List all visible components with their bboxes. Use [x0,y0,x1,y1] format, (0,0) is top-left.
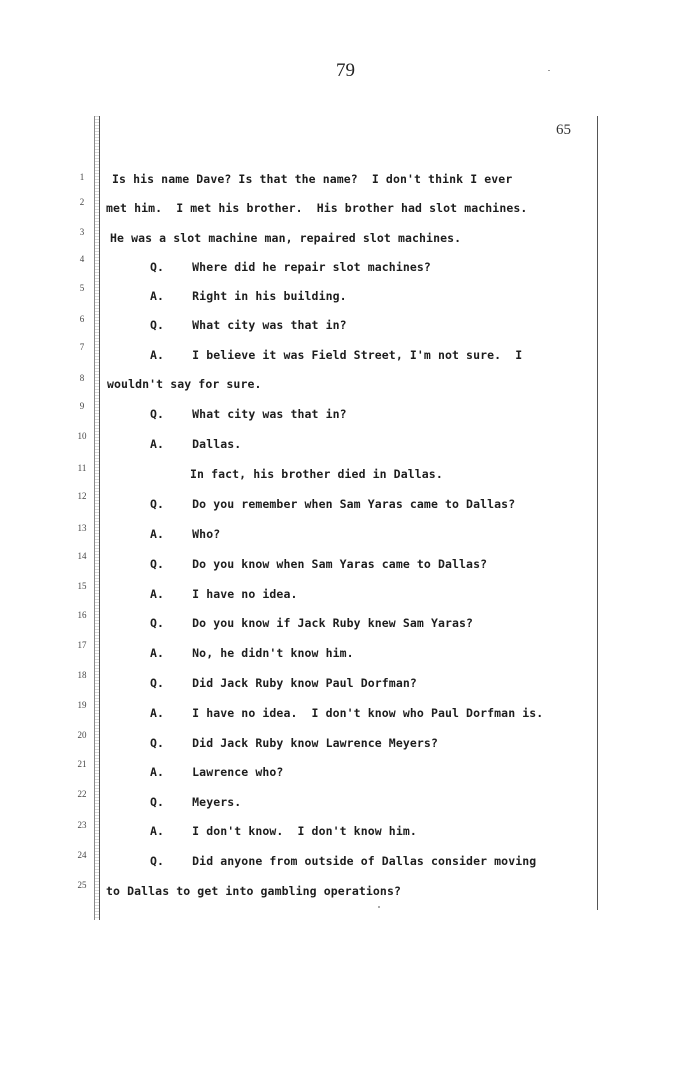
line-number: 19 [77,700,87,710]
transcript-line: A. I don't know. I don't know him. [150,824,417,838]
transcript-line: A. Right in his building. [150,289,347,303]
transcript-line: Is his name Dave? Is that the name? I don't think I ever [112,172,513,186]
line-number: 1 [79,172,85,182]
line-number: 9 [79,401,85,411]
line-number: 6 [79,314,85,324]
line-number: 17 [77,640,87,650]
line-number: 4 [79,254,85,264]
transcript-line: Q. Did Jack Ruby know Lawrence Meyers? [150,736,438,750]
transcript-line: A. No, he didn't know him. [150,646,354,660]
line-number: 10 [77,431,87,441]
transcript-line: A. I believe it was Field Street, I'm not sure. I [150,348,523,362]
line-number: 13 [77,523,87,533]
transcript-line: A. Dallas. [150,437,242,451]
line-number: 12 [77,491,87,501]
line-number: 18 [77,670,87,680]
transcript-line: He was a slot machine man, repaired slot machines. [110,231,462,245]
line-number: 14 [77,551,87,561]
line-number: 23 [77,820,87,830]
scan-speck [378,906,380,908]
right-margin-rule [597,116,598,910]
line-number: 21 [77,759,87,769]
line-number: 15 [77,581,87,591]
line-number: 3 [79,227,85,237]
scan-speck [548,70,550,71]
transcript-line: Q. Do you know when Sam Yaras came to Dallas? [150,557,488,571]
line-number: 20 [77,730,87,740]
line-number: 8 [79,373,85,383]
line-number: 16 [77,610,87,620]
transcript-line: Q. Did Jack Ruby know Paul Dorfman? [150,676,417,690]
inner-page-number: 65 [556,122,571,138]
transcript-line: A. I have no idea. [150,587,298,601]
line-number: 24 [77,850,87,860]
transcript-line: A. Who? [150,527,221,541]
line-number: 25 [77,880,87,890]
transcript-line: Q. What city was that in? [150,318,347,332]
line-number: 5 [79,283,85,293]
transcript-line: wouldn't say for sure. [107,377,262,391]
transcript-line: Q. Do you remember when Sam Yaras came to Dallas? [150,497,516,511]
transcript-line: A. I have no idea. I don't know who Paul Dorfman is. [150,706,544,720]
transcript-line: Q. Did anyone from outside of Dallas consider moving [150,854,537,868]
line-number: 2 [79,197,85,207]
left-margin-rule [94,116,100,920]
line-number: 7 [79,342,85,352]
line-number: 22 [77,789,87,799]
transcript-line: Q. Where did he repair slot machines? [150,260,431,274]
transcript-line: A. Lawrence who? [150,765,284,779]
outer-page-number: 79 [336,60,355,81]
transcript-line: to Dallas to get into gambling operations? [106,884,401,898]
transcript-line: Q. Do you know if Jack Ruby knew Sam Yaras? [150,616,474,630]
line-number: 11 [77,463,87,473]
transcript-line: Q. What city was that in? [150,407,347,421]
transcript-line: met him. I met his brother. His brother had slot machines. [106,201,528,215]
transcript-line: Q. Meyers. [150,795,242,809]
transcript-line: In fact, his brother died in Dallas. [190,467,443,481]
